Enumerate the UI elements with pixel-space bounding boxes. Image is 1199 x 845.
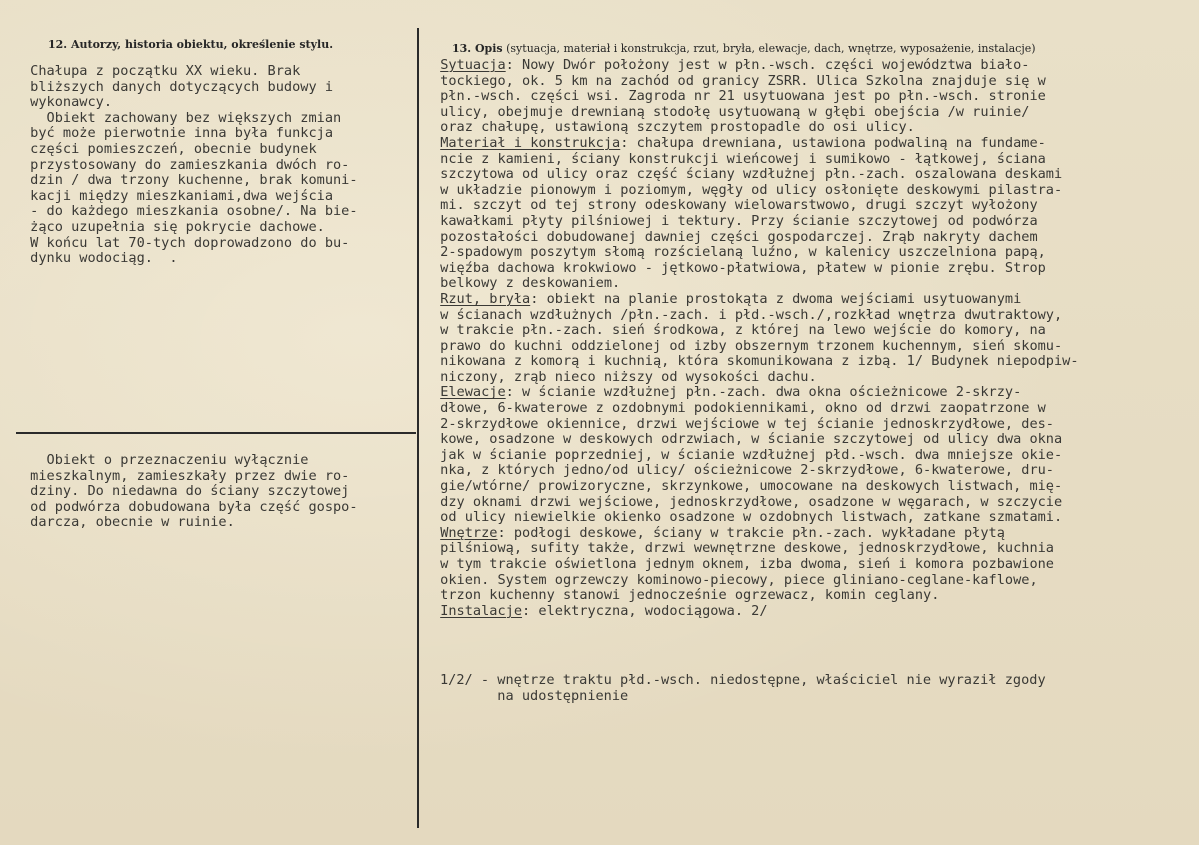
line-text: gie/wtórne/ prowizoryczne, skrzynkowe, umocowane na deskowych listwach, mię- [432, 478, 1063, 495]
text-line [432, 401, 1079, 417]
text-line: przystosowany do zamieszkania dwóch ro- [22, 156, 350, 173]
line-text: ulicy, obejmuje drewnianą stodołę usytuowaną w głębi obejścia /w ruinie/ [432, 103, 1030, 120]
line-text: kowe, osadzone w deskowych odrzwiach, w ścianie szczytowej od ulicy dwa okna [432, 431, 1063, 448]
purpose-text [22, 453, 358, 531]
line-text: w trakcie płn.-zach. sień środkowa, z której na lewo wejście do komory, na [432, 322, 1046, 339]
text-line: dzin / dwa trzony kuchenne, brak komuni- [22, 172, 358, 189]
subsection-label: Materiał i konstrukcja [440, 134, 621, 151]
text-line [432, 495, 1079, 511]
section-13-heading [452, 42, 1036, 55]
section-13-number: 13. Opis [452, 42, 503, 55]
text-line [432, 541, 1079, 557]
line-text: dzy oknami drzwi wejściowe, jednoskrzydłowe, osadzone w węgarach, w szczycie [432, 493, 1063, 510]
text-line [432, 370, 1079, 386]
text-line [432, 152, 1079, 168]
left-section-divider [16, 432, 416, 434]
subsection-label: Wnętrze [440, 524, 498, 541]
text-line [432, 604, 1079, 620]
text-line: W końcu lat 70-tych doprowadzono do bu- [22, 234, 350, 251]
line-text: płn.-wsch. części wsi. Zagroda nr 21 usytuowana jest po płn.-wsch. stronie [432, 88, 1046, 105]
line-text: prawo do kuchni oddzielonej od izby obszernym trzonem kuchennym, sień skomu- [432, 337, 1063, 354]
text-line [432, 573, 1079, 589]
section-13-subtitle: (sytuacja, materiał i konstrukcja, rzut, bryła, elewacje, dach, wnętrze, wyposażenie, instalacje) [502, 42, 1036, 55]
line-text: oraz chałupę, ustawioną szczytem prostopadle do osi ulicy. [432, 119, 915, 136]
subsection-label: Sytuacja [440, 57, 506, 73]
text-line: Chałupa z początku XX wieku. Brak [22, 63, 301, 79]
line-text: : podłogi deskowe, ściany w trakcie płn.-zach. wykładane płytą [497, 524, 1005, 541]
text-line [432, 89, 1079, 105]
line-text: 2-spadowym poszytym słomą rozścielaną luźno, w kalenicy uszczelniona papą, [432, 244, 1046, 261]
text-line: od podwórza dobudowana była część gospo- [22, 498, 358, 515]
text-line [432, 510, 1079, 526]
footnote-line: na udostępnienie [440, 687, 629, 704]
text-line: kacji między mieszkaniami,dwa wejścia [22, 187, 333, 204]
text-line: Obiekt o przeznaczeniu wyłącznie [22, 452, 309, 468]
text-line [432, 167, 1079, 183]
text-line [432, 292, 1079, 308]
line-text: okien. System ogrzewczy kominowo-piecowy, piece gliniano-ceglane-kaflowe, [432, 571, 1038, 588]
section-12-heading: 12. Autorzy, historia obiektu, określenie stylu. [48, 38, 334, 51]
text-line [432, 417, 1079, 433]
line-text: pilśniową, sufity także, drzwi wewnętrzne deskowe, jednoskrzydłowe, kuchnia [432, 540, 1054, 557]
line-text: nikowana z komorą i kuchnią, która skomunikowana z izbą. 1/ Budynek niepodpiw- [432, 353, 1079, 370]
line-text: ncie z kamieni, ściany konstrukcji wieńcowej i sumikowo - łątkowej, ściana [432, 150, 1046, 167]
text-line: części pomieszczeń, obecnie budynek [22, 140, 317, 157]
footnote-text [440, 673, 1046, 704]
text-line [432, 214, 1079, 230]
description-text [432, 58, 1079, 619]
history-text [22, 64, 358, 267]
line-text: dłowe, 6-kwaterowe z ozdobnymi podokiennikami, okno od drzwi zaopatrzone w [432, 400, 1046, 417]
line-text: niczony, zrąb nieco niższy od wysokości dachu. [432, 368, 817, 385]
line-text: pozostałości dobudowanej dawniej części gospodarczej. Zrąb nakryty dachem [432, 228, 1038, 245]
text-line [432, 198, 1079, 214]
subsection-label: Elewacje [440, 384, 506, 401]
text-line [432, 588, 1079, 604]
text-line [432, 308, 1079, 324]
line-text: kawałkami płyty pilśniowej i tektury. Przy ścianie szczytowej od podwórza [432, 212, 1038, 229]
line-text: jak w ścianie poprzedniej, w ścianie wzdłużnej płd.-wsch. dwa mniejsze okie- [432, 446, 1063, 463]
line-text: w ścianach wzdłużnych /płn.-zach. i płd.-wsch./,rozkład wnętrza dwutraktowy, [432, 306, 1063, 323]
line-text: : w ścianie wzdłużnej płn.-zach. dwa okna ościeżnicowe 2-skrzy- [505, 384, 1022, 401]
text-line: mieszkalnym, zamieszkały przez dwie ro- [22, 467, 350, 484]
text-line: dynku wodociąg. . [22, 250, 178, 267]
line-text: : elektryczna, wodociągowa. 2/ [522, 602, 768, 619]
footnote-line: 1/2/ - wnętrze traktu płd.-wsch. niedostępne, właściciel nie wyraził zgody [440, 672, 1046, 688]
text-line [432, 323, 1079, 339]
text-line [432, 339, 1079, 355]
line-text: szczytowa od ulicy oraz część ściany wzdłużnej płn.-zach. oszalowana deskami [432, 166, 1063, 183]
text-line [432, 557, 1079, 573]
line-text: : chałupa drewniana, ustawiona podwaliną na fundame- [620, 134, 1046, 151]
text-line: darcza, obecnie w ruinie. [22, 514, 235, 531]
text-line [432, 105, 1079, 121]
text-line [432, 385, 1079, 401]
line-text: tockiego, ok. 5 km na zachód od granicy ZSRR. Ulica Szkolna znajduje się w [432, 72, 1046, 89]
line-text: w układzie pionowym i poziomym, węgły od ulicy osłonięte deskowymi pilastra- [432, 181, 1063, 198]
text-line [432, 120, 1079, 136]
line-text: więźba dachowa krokwiowo - jętkowo-płatwiowa, płatew w pionie zrębu. Strop [432, 259, 1046, 276]
text-line [432, 479, 1079, 495]
text-line [432, 245, 1079, 261]
text-line: dziny. Do niedawna do ściany szczytowej [22, 483, 350, 500]
text-line [432, 58, 1079, 74]
text-line [432, 183, 1079, 199]
text-line [432, 74, 1079, 90]
text-line: - do każdego mieszkania osobne/. Na bie- [22, 203, 358, 220]
text-line [432, 136, 1079, 152]
text-line [432, 354, 1079, 370]
text-line [432, 448, 1079, 464]
line-text: od ulicy niewielkie okienko osadzone w ozdobnych listwach, zatkane szmatami. [432, 509, 1063, 526]
line-text: trzon kuchenny stanowi jednocześnie ogrzewacz, komin ceglany. [432, 587, 940, 604]
text-line: wykonawcy. [22, 94, 113, 111]
line-text: nka, z których jedno/od ulicy/ ościeżnicowe 2-skrzydłowe, 6-kwaterowe, dru- [432, 462, 1054, 479]
text-line [432, 276, 1079, 292]
line-text: mi. szczyt od tej strony odeskowany wielowarstwowo, drugi szczyt wyłożony [432, 197, 1038, 214]
text-line: bliższych danych dotyczących budowy i [22, 78, 333, 95]
column-divider [417, 28, 419, 828]
text-line [432, 432, 1079, 448]
text-line [432, 230, 1079, 246]
text-line: żąco uzupełnia się pokrycie dachowe. [22, 218, 325, 235]
line-text: w tym trakcie oświetlona jednym oknem, izba dwoma, sień i komora pozbawione [432, 556, 1054, 572]
text-line: być może pierwotnie inna była funkcja [22, 125, 333, 142]
line-text: 2-skrzydłowe okiennice, drzwi wejściowe w tej ścianie jednoskrzydłowe, des- [432, 415, 1054, 432]
line-text: : Nowy Dwór położony jest w płn.-wsch. części województwa biało- [505, 57, 1030, 73]
line-text: : obiekt na planie prostokąta z dwoma wejściami usytuowanymi [530, 290, 1022, 307]
line-text: belkowy z deskowaniem. [432, 275, 621, 292]
subsection-label: Instalacje [440, 602, 523, 619]
text-line [432, 526, 1079, 542]
subsection-label: Rzut, bryła [440, 290, 531, 307]
text-line [432, 261, 1079, 277]
text-line [432, 463, 1079, 479]
text-line: Obiekt zachowany bez większych zmian [22, 109, 342, 126]
